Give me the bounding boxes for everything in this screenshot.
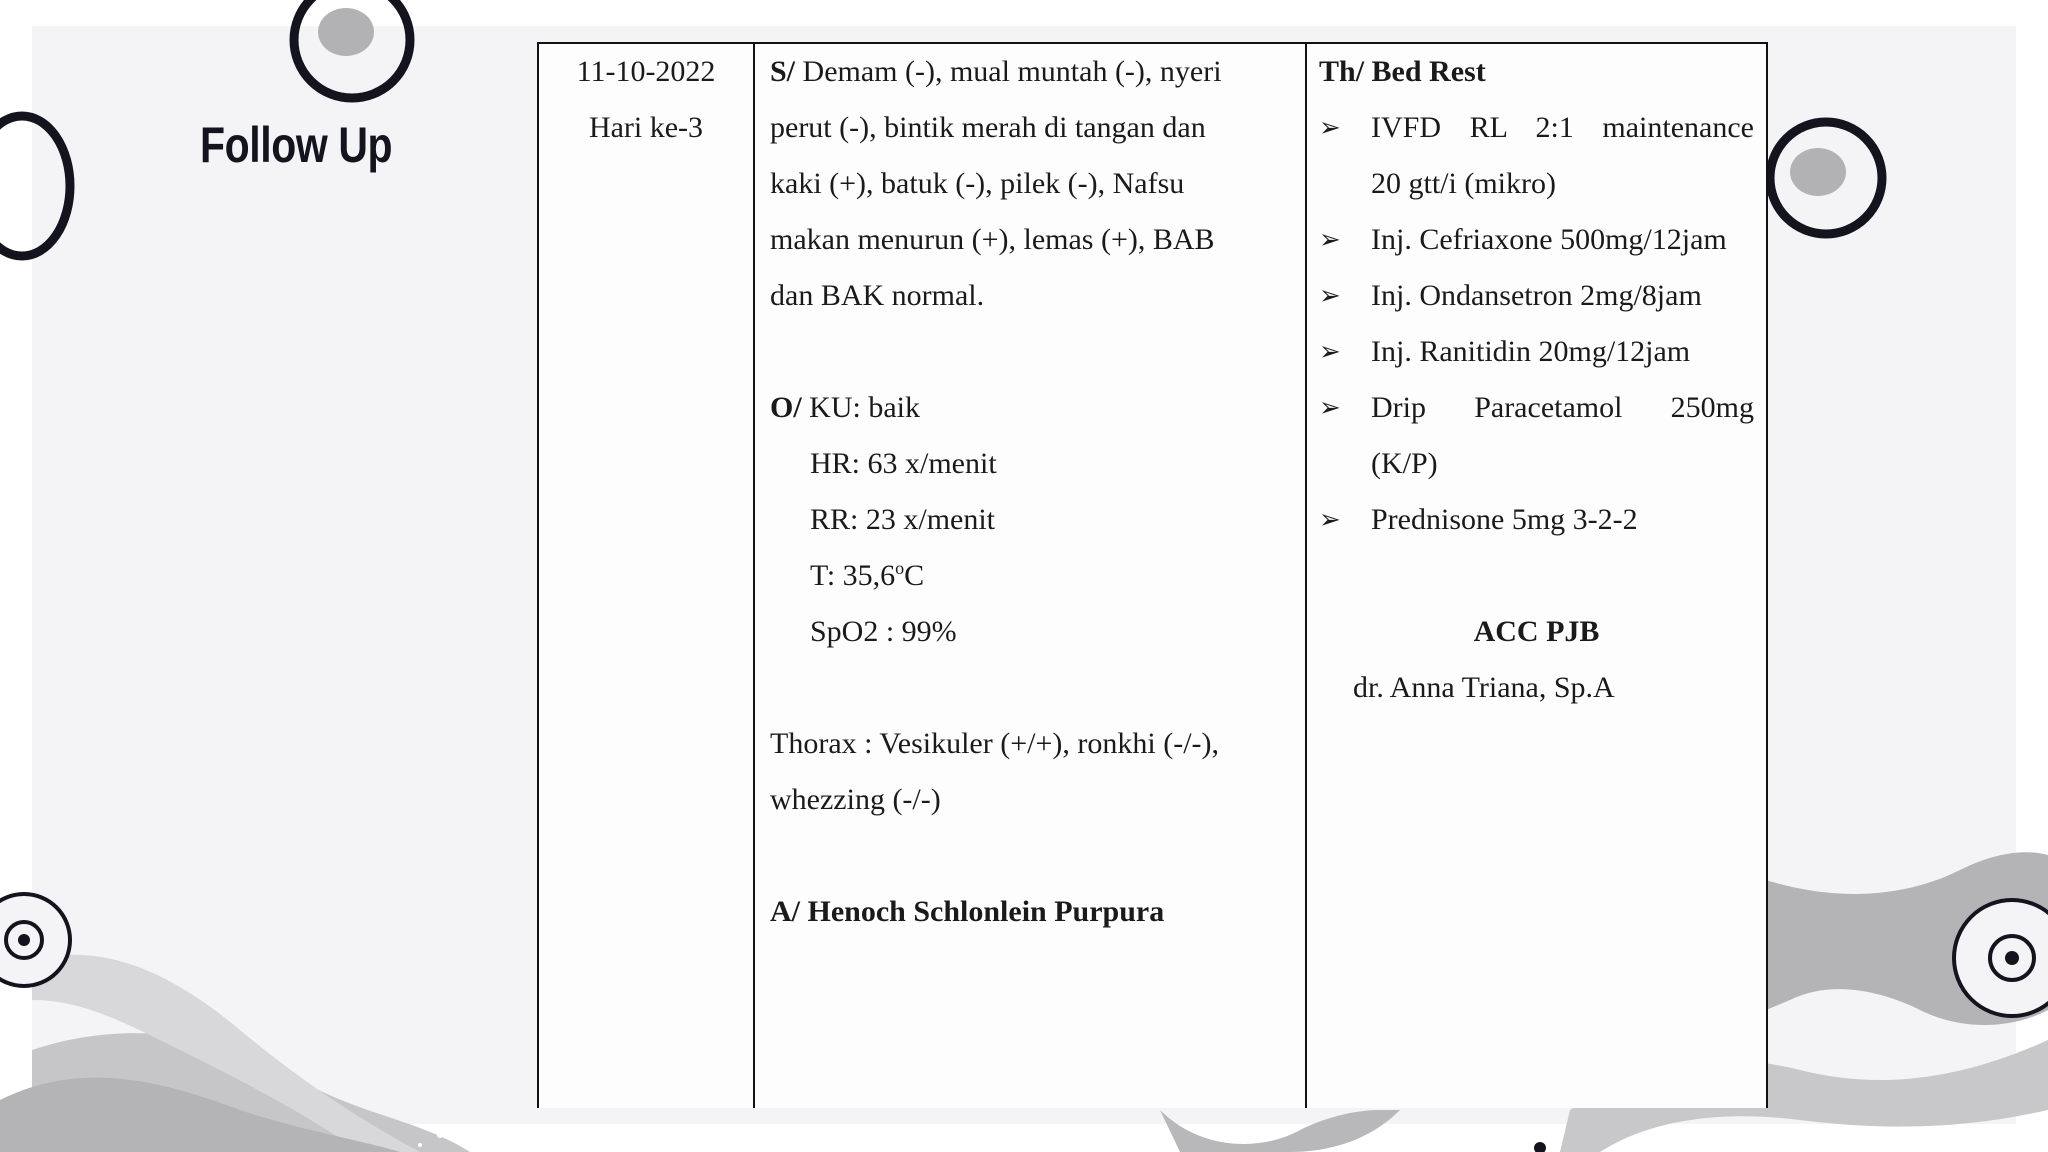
- follow-up-table: [537, 42, 1768, 1108]
- arrow-bullet-icon: ➢: [1319, 393, 1341, 422]
- therapy-item: ➢ Prednisone 5mg 3-2-2: [1319, 492, 1754, 548]
- bottom-center-wave: [1160, 1110, 1400, 1152]
- vital-rr: RR: 23 x/menit: [810, 503, 996, 536]
- doctor-name: dr. Anna Triana, Sp.A: [1353, 671, 1615, 704]
- left-ring-decoration: [0, 116, 70, 256]
- therapy-item: ➢ Inj. Ranitidin 20mg/12jam: [1319, 324, 1754, 380]
- subjective-line-3: kaki (+), batuk (-), pilek (-), Nafsu: [770, 167, 1185, 200]
- assessment: A/ Henoch Schlonlein Purpura: [770, 895, 1165, 928]
- therapy-item: ➢ Drip Paracetamol 250mg (K/P): [1319, 380, 1754, 492]
- day-text: Hari ke-3: [588, 111, 704, 144]
- arrow-bullet-icon: ➢: [1319, 337, 1341, 366]
- page-title: Follow Up: [200, 117, 393, 173]
- arrow-bullet-icon: ➢: [1319, 505, 1341, 534]
- objective-ku: O/ KU: baik: [770, 391, 920, 424]
- vital-spo2: SpO2 : 99%: [810, 615, 957, 648]
- approval-text: ACC PJB: [1473, 615, 1600, 648]
- soap-notes-cell: [754, 43, 1306, 1108]
- arrow-bullet-icon: ➢: [1319, 113, 1341, 142]
- left-target-decoration: [0, 894, 70, 986]
- subjective-line-5: dan BAK normal.: [770, 279, 985, 312]
- therapy-cell: [1306, 43, 1767, 1108]
- therapy-header: Th/ Bed Rest: [1319, 55, 1486, 88]
- thorax-line-1: Thorax : Vesikuler (+/+), ronkhi (-/-),: [770, 727, 1220, 760]
- table-row: [538, 43, 1767, 1108]
- subjective-line-4: makan menurun (+), lemas (+), BAB: [770, 223, 1215, 256]
- arrow-bullet-icon: ➢: [1319, 281, 1341, 310]
- vital-temp: T: 35,6$^o$C: [810, 558, 925, 592]
- subjective-line-2: perut (-), bintik merah di tangan dan: [770, 111, 1206, 144]
- date-cell: [538, 43, 754, 1108]
- arrow-bullet-icon: ➢: [1319, 225, 1341, 254]
- date-text: 11-10-2022: [576, 55, 716, 88]
- therapy-item: ➢ IVFD RL 2:1 maintenance 20 gtt/i (mikro): [1319, 100, 1754, 212]
- subjective-line-1: S/ Demam (-), mual muntah (-), nyeri: [770, 55, 1222, 88]
- vital-hr: HR: 63 x/menit: [810, 447, 997, 480]
- therapy-item: ➢ Inj. Cefriaxone 500mg/12jam: [1319, 212, 1754, 268]
- thorax-line-2: whezzing (-/-): [770, 783, 941, 816]
- therapy-item: ➢ Inj. Ondansetron 2mg/8jam: [1319, 268, 1754, 324]
